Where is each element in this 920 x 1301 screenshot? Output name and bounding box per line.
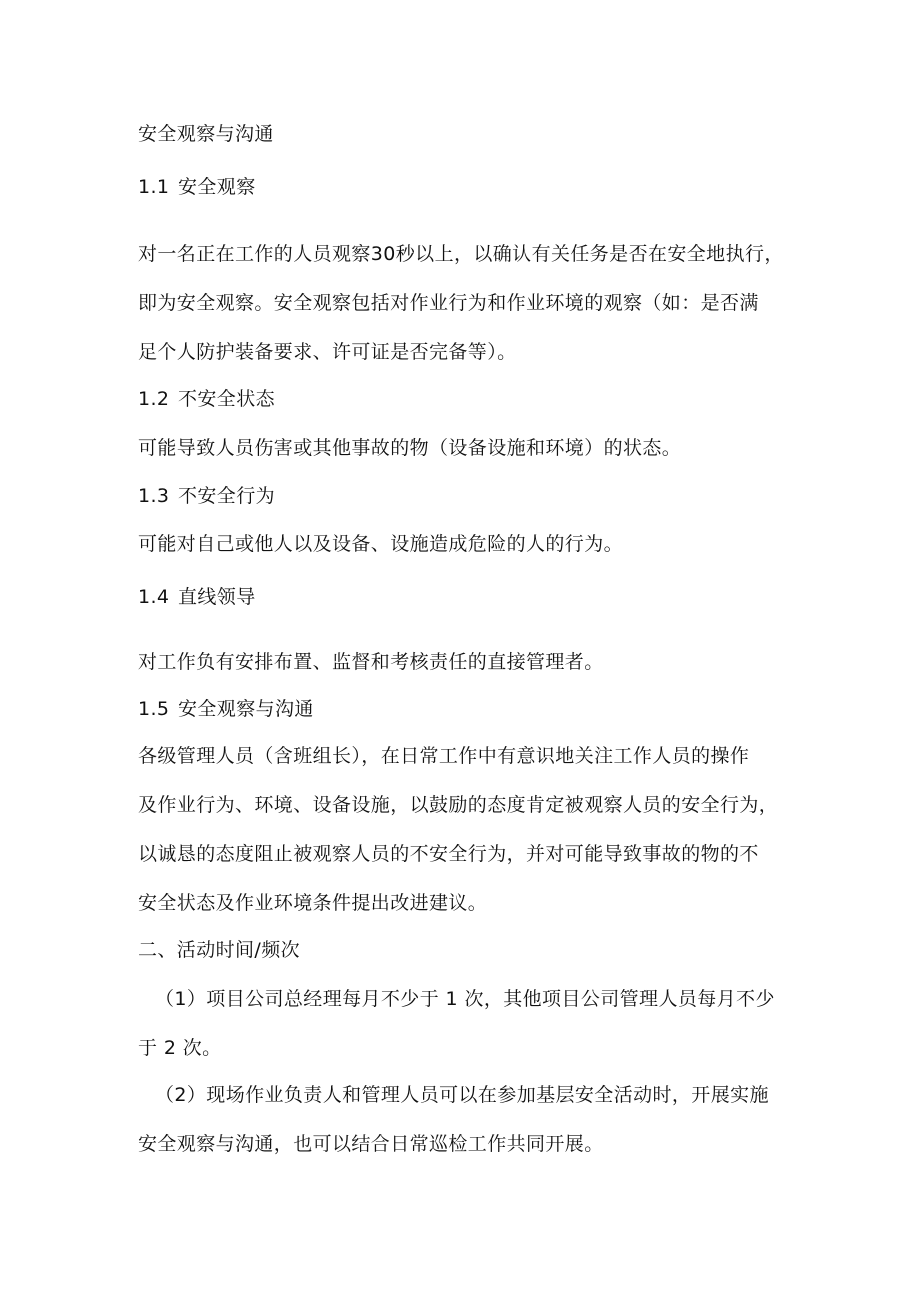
document-title: 安全观察与沟通 [138,123,274,145]
list-item-line: 安全观察与沟通，也可以结合日常巡检工作共同开展。 [138,1133,604,1155]
section-heading-1-1 [138,175,256,199]
body-line: 以诚恳的态度阻止被观察人员的不安全行为，并对可能导致事故的物的不 [138,843,759,865]
list-item-line: （2）现场作业负责人和管理人员可以在参加基层安全活动时，开展实施 [155,1084,769,1106]
body-line: 可能导致人员伤害或其他事故的物（设备设施和环境）的状态。 [138,437,682,459]
body-line: 即为安全观察。安全观察包括对作业行为和作业环境的观察（如：是否满 [138,292,759,314]
part-heading: 二、活动时间/频次 [138,939,301,961]
body-line: 及作业行为、环境、设备设施，以鼓励的态度肯定被观察人员的安全行为， [138,794,779,816]
body-line: 可能对自己或他人以及设备、设施造成危险的人的行为。 [138,533,624,555]
body-line: 对工作负有安排布置、监督和考核责任的直接管理者。 [138,651,604,673]
section-heading-1-5 [138,697,314,721]
body-line: 足个人防护装备要求、许可证是否完备等）。 [138,341,517,363]
section-title: 不安全状态 [178,388,276,410]
section-number: 1.1 [138,176,170,198]
body-line: 安全状态及作业环境条件提出改进建议。 [138,892,488,914]
section-number: 1.2 [138,388,170,410]
section-title: 不安全行为 [178,485,276,507]
list-item-line: （1）项目公司总经理每月不少于 1 次，其他项目公司管理人员每月不少 [155,988,775,1010]
list-item-line: 于 2 次。 [138,1037,222,1059]
body-line: 各级管理人员（含班组长），在日常工作中有意识地关注工作人员的操作 [138,745,750,767]
section-title: 安全观察与沟通 [178,698,314,720]
section-heading-1-3 [138,484,275,508]
section-number: 1.3 [138,485,170,507]
section-number: 1.4 [138,586,170,608]
section-heading-1-4 [138,585,256,609]
section-heading-1-2 [138,387,275,411]
section-number: 1.5 [138,698,170,720]
section-title: 直线领导 [178,586,256,608]
body-line: 对一名正在工作的人员观察30秒以上，以确认有关任务是否在安全地执行， [138,243,784,265]
section-title: 安全观察 [178,176,256,198]
